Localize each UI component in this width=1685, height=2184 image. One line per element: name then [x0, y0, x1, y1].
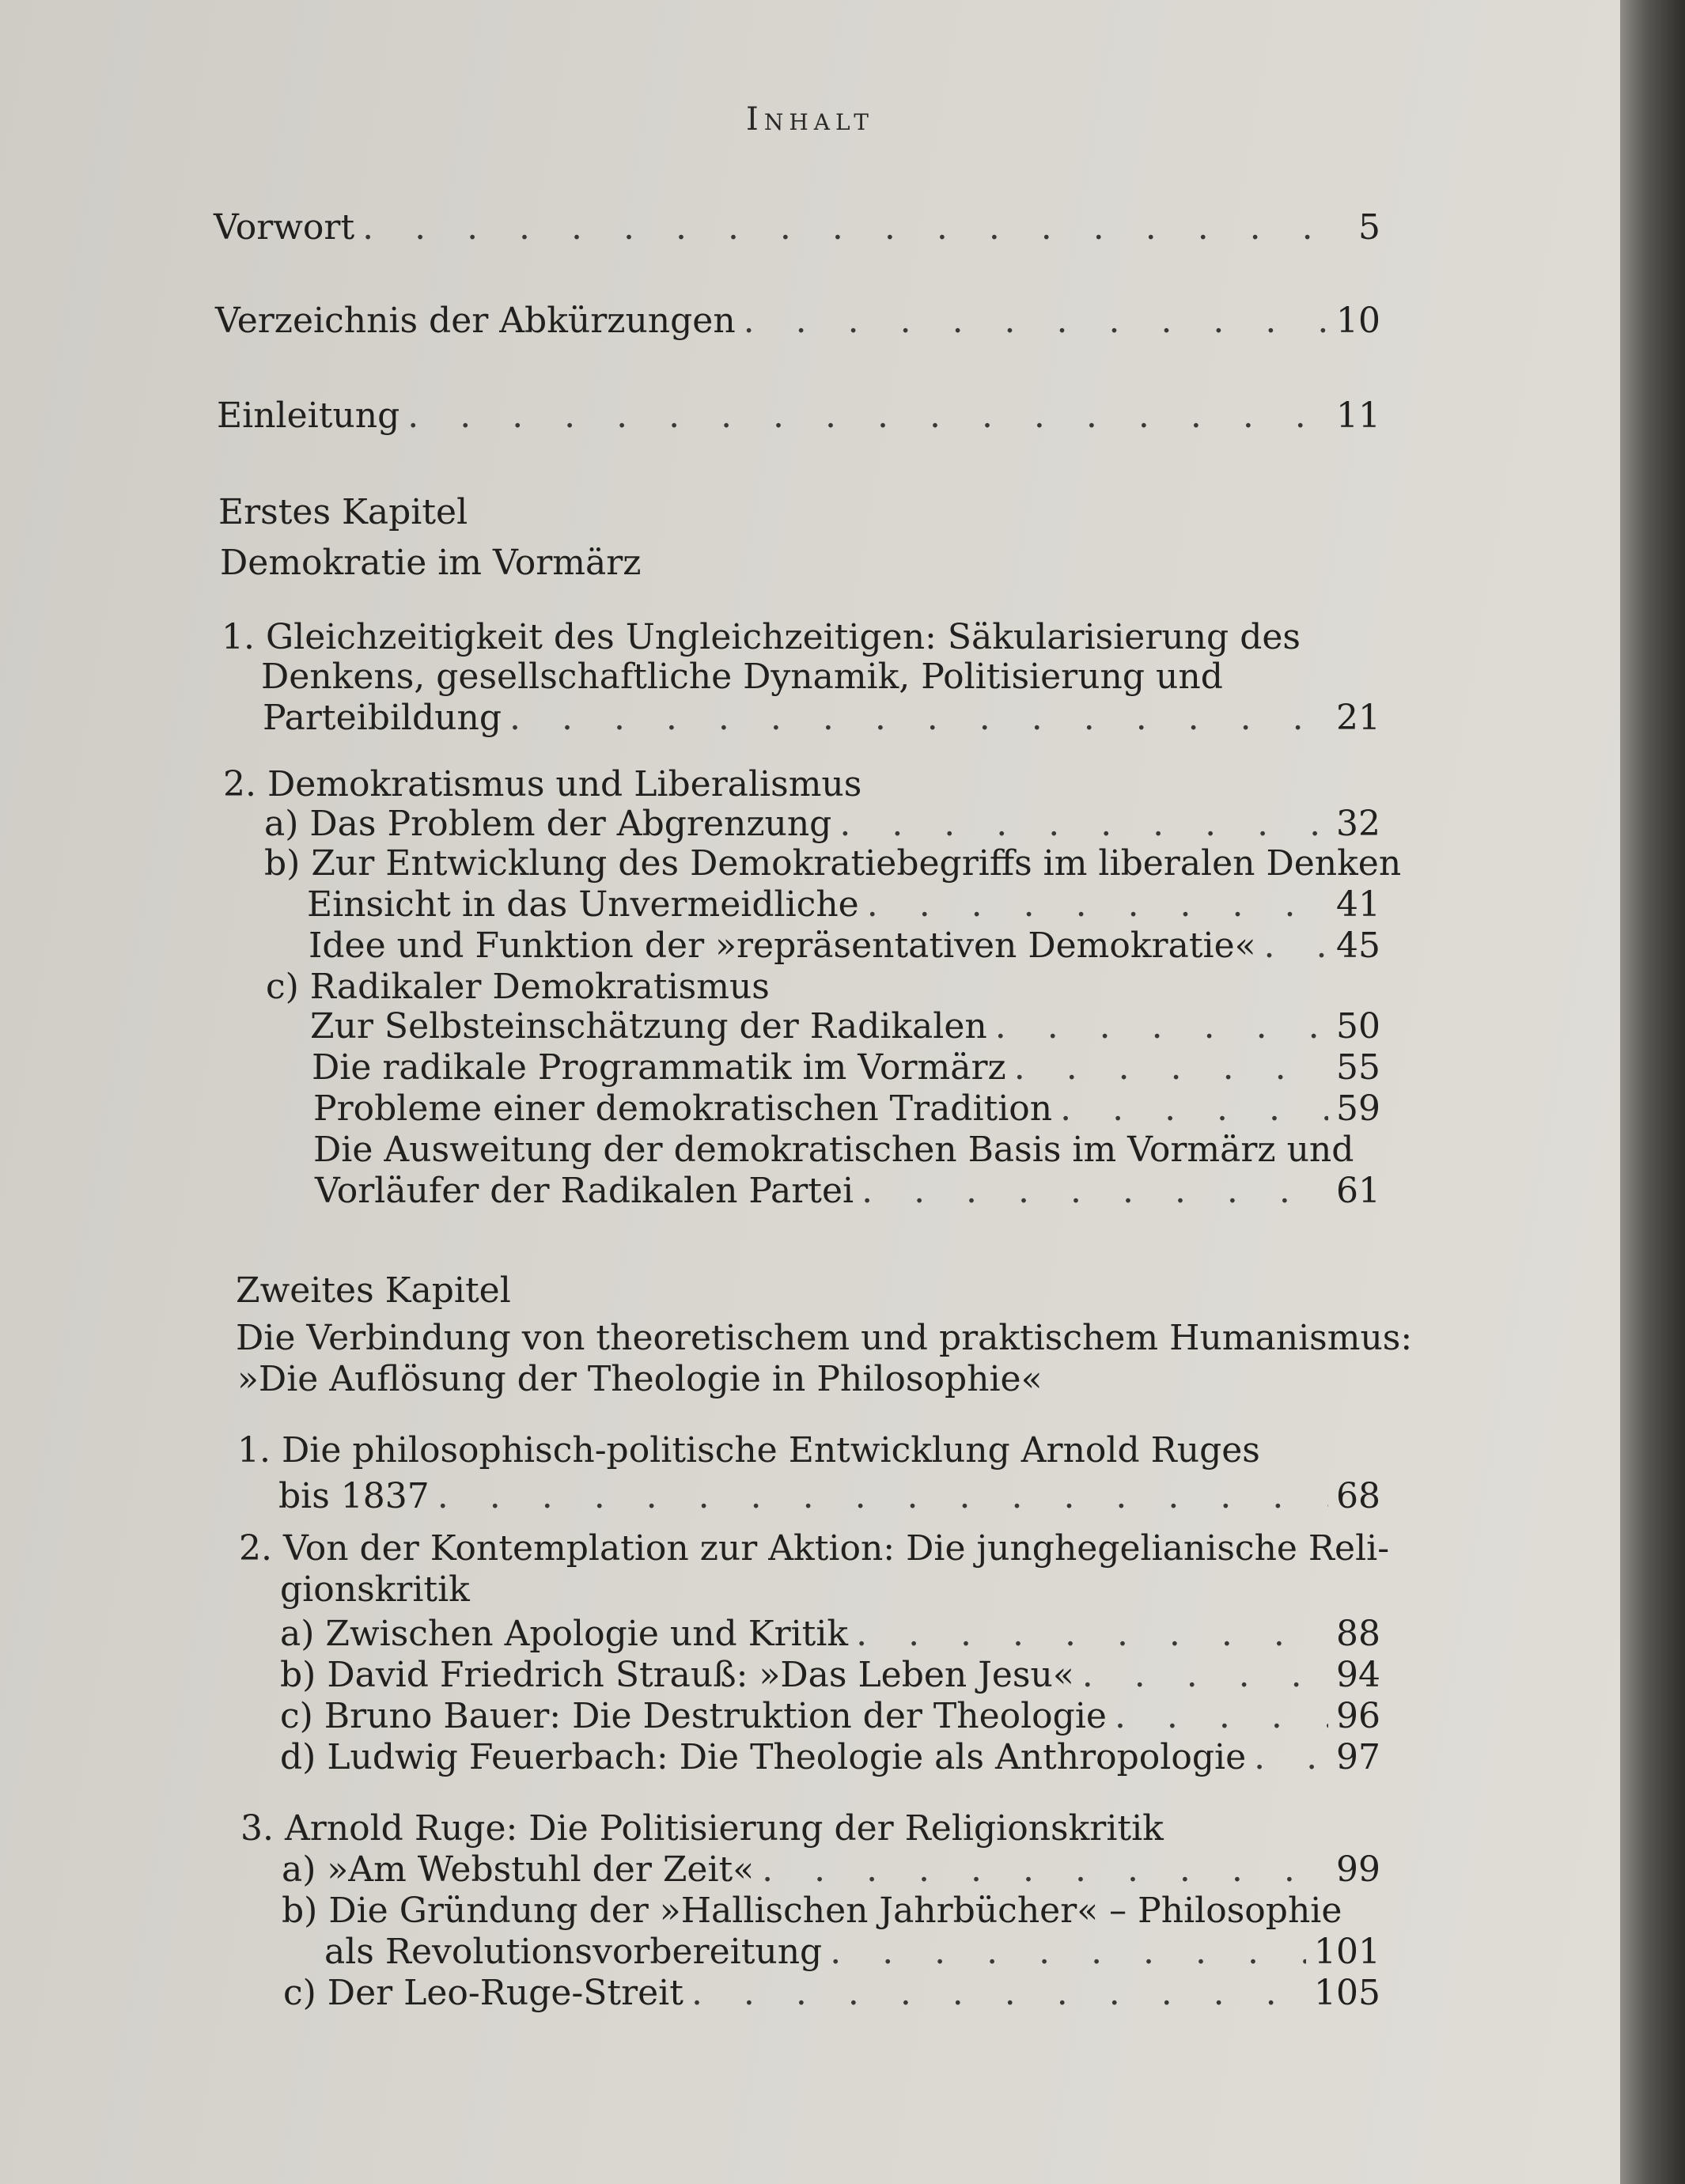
leader-dots — [856, 1614, 1328, 1654]
toc-page-number: 41 — [1336, 884, 1380, 925]
toc-entry-label: bis 1837 — [278, 1476, 430, 1516]
toc-entry-abkuerzungen — [215, 301, 1380, 348]
chapter-title-line: »Die Auflösung der Theologie in Philosophie« — [237, 1359, 1043, 1399]
toc-entry-label: a) »Am Webstuhl der Zeit« — [282, 1849, 755, 1890]
toc-entry-subsection — [282, 1849, 1380, 1897]
toc-entry-label: c) Der Leo-Ruge-Streit — [283, 1973, 683, 2013]
toc-entry-label: als Revolutionsvorbereitung — [324, 1932, 823, 1972]
toc-page-number: 97 — [1336, 1737, 1380, 1777]
leader-dots — [1115, 1696, 1328, 1736]
leader-dots — [1264, 925, 1328, 966]
toc-entry-subsection — [280, 1737, 1380, 1785]
chapter-number: Zweites Kapitel — [236, 1270, 511, 1311]
toc-page-number: 59 — [1336, 1088, 1380, 1129]
toc-entry-einleitung — [217, 396, 1380, 443]
section-title-line: 1. Die philosophisch-politische Entwicklung Arnold Ruges — [237, 1430, 1260, 1471]
toc-page-number: 68 — [1336, 1476, 1380, 1516]
toc-entry-label: Einsicht in das Unvermeidliche — [307, 884, 859, 925]
toc-entry-vorwort — [214, 207, 1380, 255]
leader-dots — [762, 1849, 1328, 1890]
leader-dots — [437, 1476, 1328, 1516]
leader-dots — [1014, 1047, 1328, 1088]
toc-entry-label: d) Ludwig Feuerbach: Die Theologie als Anthropologie — [280, 1737, 1247, 1777]
leader-dots — [830, 1932, 1306, 1972]
toc-entry-label: Verzeichnis der Abkürzungen — [215, 301, 736, 341]
toc-entry-subsubsection — [315, 1171, 1380, 1218]
toc-entry-section — [263, 698, 1380, 745]
toc-page-number: 88 — [1336, 1614, 1380, 1654]
leader-dots — [362, 207, 1350, 248]
section-title-line: gionskritik — [280, 1569, 470, 1610]
toc-page-number: 5 — [1358, 207, 1380, 248]
toc-entry-subsection — [324, 1932, 1380, 1979]
toc-page-number: 55 — [1336, 1047, 1380, 1088]
toc-entry-label: Einleitung — [217, 396, 400, 436]
toc-entry-label: Vorwort — [214, 207, 355, 248]
toc-page-number: 32 — [1336, 804, 1380, 844]
subsection-title: c) Radikaler Demokratismus — [266, 967, 770, 1007]
leader-dots — [691, 1973, 1306, 2013]
toc-page-number: 21 — [1336, 698, 1380, 738]
page-edge-shadow — [1620, 0, 1685, 2184]
toc-entry-label: Parteibildung — [263, 698, 502, 738]
leader-dots — [995, 1006, 1328, 1047]
section-title: 2. Demokratismus und Liberalismus — [223, 764, 862, 804]
toc-entry-label: Zur Selbsteinschätzung der Radikalen — [310, 1006, 987, 1047]
toc-page-number: 101 — [1314, 1932, 1380, 1972]
chapter-title-line: Die Verbindung von theoretischem und praktischem Humanismus: — [236, 1318, 1413, 1358]
leader-dots — [509, 698, 1328, 738]
toc-entry-subsection — [280, 1614, 1380, 1661]
section-title-line: 1. Gleichzeitigkeit des Ungleichzeitigen: Säkularisierung des — [222, 617, 1301, 657]
leader-dots — [861, 1171, 1328, 1211]
contents-heading: Inhalt — [746, 101, 874, 138]
leader-dots — [1082, 1655, 1328, 1695]
toc-entry-subsubsection — [312, 1047, 1380, 1095]
leader-dots — [1254, 1737, 1328, 1777]
subsection-title: b) Zur Entwicklung des Demokratiebegriffs im liberalen Denken — [264, 843, 1402, 884]
toc-entry-label: Idee und Funktion der »repräsentativen Demokratie« — [309, 925, 1256, 966]
toc-entry-label: b) David Friedrich Strauß: »Das Leben Jesu« — [280, 1655, 1074, 1695]
section-title: 3. Arnold Ruge: Die Politisierung der Religionskritik — [240, 1808, 1164, 1849]
toc-entry-subsection — [283, 1973, 1380, 2020]
toc-page-number: 61 — [1336, 1171, 1380, 1211]
toc-entry-label: Vorläufer der Radikalen Partei — [315, 1171, 854, 1211]
leader-dots — [407, 396, 1328, 436]
section-title-line: 2. Von der Kontemplation zur Aktion: Die junghegelianische Reli- — [239, 1528, 1390, 1569]
toc-entry-label: c) Bruno Bauer: Die Destruktion der Theologie — [280, 1696, 1107, 1736]
toc-entry-subsubsection — [310, 1006, 1380, 1054]
toc-page-number: 105 — [1314, 1973, 1380, 2013]
toc-entry-label: a) Das Problem der Abgrenzung — [264, 804, 832, 844]
toc-entry-label: a) Zwischen Apologie und Kritik — [280, 1614, 849, 1654]
subsubsection-title-line: Die Ausweitung der demokratischen Basis im Vormärz und — [313, 1130, 1354, 1170]
toc-page-number: 11 — [1336, 396, 1380, 436]
toc-entry-subsubsection — [309, 925, 1380, 973]
leader-dots — [1060, 1088, 1328, 1129]
toc-entry-subsection — [280, 1696, 1380, 1743]
chapter-title: Demokratie im Vormärz — [220, 543, 642, 583]
toc-page-number: 50 — [1336, 1006, 1380, 1047]
toc-page-number: 96 — [1336, 1696, 1380, 1736]
toc-page-number: 99 — [1336, 1849, 1380, 1890]
toc-entry-subsubsection — [313, 1088, 1380, 1136]
toc-page-number: 94 — [1336, 1655, 1380, 1695]
toc-entry-label: Die radikale Programmatik im Vormärz — [312, 1047, 1006, 1088]
leader-dots — [839, 804, 1328, 844]
toc-entry-section — [278, 1476, 1380, 1524]
toc-page-number: 10 — [1336, 301, 1380, 341]
section-title-line: Denkens, gesellschaftliche Dynamik, Politisierung und — [261, 657, 1223, 697]
toc-entry-label: Probleme einer demokratischen Tradition — [313, 1088, 1053, 1129]
subsection-title-line: b) Die Gründung der »Hallischen Jahrbücher« – Philosophie — [282, 1891, 1342, 1931]
toc-entry-subsubsection — [307, 884, 1380, 932]
toc-entry-subsection — [280, 1655, 1380, 1702]
leader-dots — [744, 301, 1328, 341]
chapter-number: Erstes Kapitel — [218, 492, 468, 532]
leader-dots — [867, 884, 1328, 925]
toc-page-number: 45 — [1336, 925, 1380, 966]
